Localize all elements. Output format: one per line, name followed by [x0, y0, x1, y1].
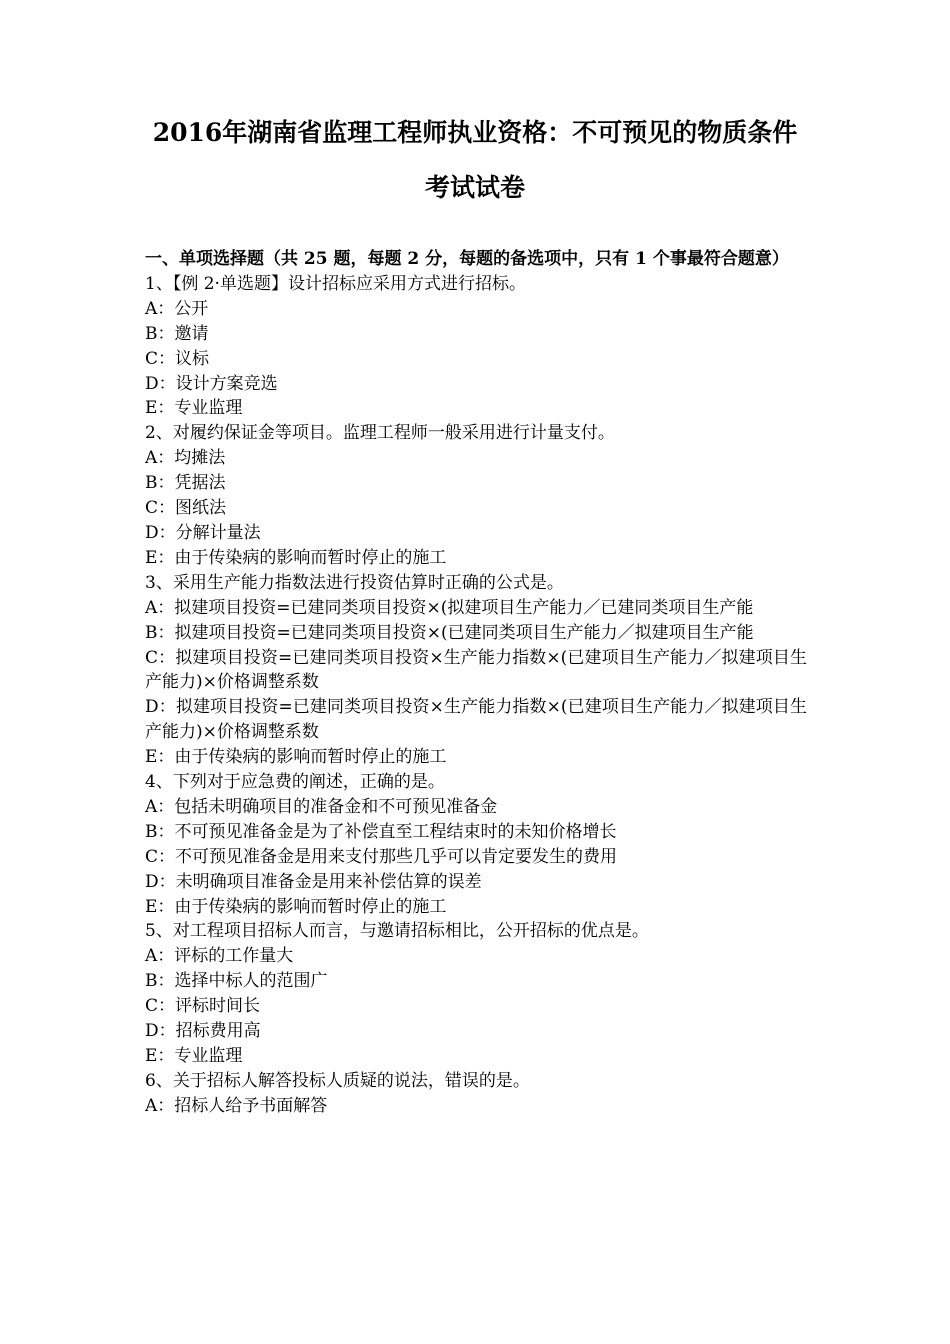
question-3-option-c: C：拟建项目投资=已建同类项目投资×生产能力指数×(已建项目生产能力／拟建项目生产能力)×价格调整系数 [145, 647, 807, 693]
question-4-stem: 4、下列对于应急费的阐述，正确的是。 [145, 772, 445, 793]
question-4-option-c: C：不可预见准备金是用来支付那些几乎可以肯定要发生的费用 [145, 846, 618, 867]
question-6-stem: 6、关于招标人解答投标人质疑的说法，错误的是。 [145, 1070, 530, 1091]
question-4-option-d: D：未明确项目准备金是用来补偿估算的误差 [145, 871, 482, 892]
question-4-option-a: A：包括未明确项目的准备金和不可预见准备金 [145, 796, 498, 817]
question-2-stem: 2、对履约保证金等项目。监理工程师一般采用进行计量支付。 [145, 423, 615, 444]
question-4-option-e: E：由于传染病的影响而暂时停止的施工 [145, 896, 447, 917]
question-3-option-d: D：拟建项目投资=已建同类项目投资×生产能力指数×(已建项目生产能力／拟建项目生产能力)×价格调整系数 [145, 697, 807, 743]
document-title-line-1: 2016年湖南省监理工程师执业资格：不可预见的物质条件 [152, 118, 798, 147]
question-3-stem: 3、采用生产能力指数法进行投资估算时正确的公式是。 [145, 572, 564, 593]
question-5-option-c: C：评标时间长 [145, 996, 261, 1017]
section-heading: 一、单项选择题（共 25 题，每题 2 分，每题的备选项中，只有 1 个事最符合题意） [145, 249, 789, 269]
question-1-option-c: C：议标 [145, 348, 210, 369]
question-4-option-b: B：不可预见准备金是为了补偿直至工程结束时的未知价格增长 [145, 821, 617, 842]
document-title-line-2: 考试试卷 [424, 173, 525, 202]
question-1-option-d: D：设计方案竞选 [145, 373, 278, 394]
question-2-option-a: A：均摊法 [145, 448, 226, 469]
question-2-option-d: D：分解计量法 [145, 522, 261, 543]
question-1-option-e: E：专业监理 [145, 398, 243, 419]
question-2-option-e: E：由于传染病的影响而暂时停止的施工 [145, 547, 447, 568]
question-1-stem: 1、【例 2·单选题】设计招标应采用方式进行招标。 [145, 273, 526, 294]
question-3-option-e: E：由于传染病的影响而暂时停止的施工 [145, 747, 447, 768]
question-5-stem: 5、对工程项目招标人而言，与邀请招标相比，公开招标的优点是。 [145, 921, 649, 942]
question-1-option-a: A：公开 [145, 298, 209, 319]
question-3-option-b: B：拟建项目投资=已建同类项目投资×(已建同类项目生产能力／拟建项目生产能 [145, 622, 754, 643]
question-5-option-b: B：选择中标人的范围广 [145, 971, 328, 992]
question-1-option-b: B：邀请 [145, 323, 209, 344]
question-2-option-c: C：图纸法 [145, 498, 227, 519]
question-3-option-a: A：拟建项目投资=已建同类项目投资×(拟建项目生产能力／已建同类项目生产能 [145, 597, 754, 618]
document-body [145, 247, 807, 1119]
question-6-option-a: A：招标人给予书面解答 [145, 1095, 328, 1116]
question-2-option-b: B：凭据法 [145, 473, 226, 494]
question-5-option-a: A：评标的工作量大 [145, 946, 294, 967]
question-5-option-e: E：专业监理 [145, 1046, 243, 1066]
question-5-option-d: D：招标费用高 [145, 1021, 261, 1042]
